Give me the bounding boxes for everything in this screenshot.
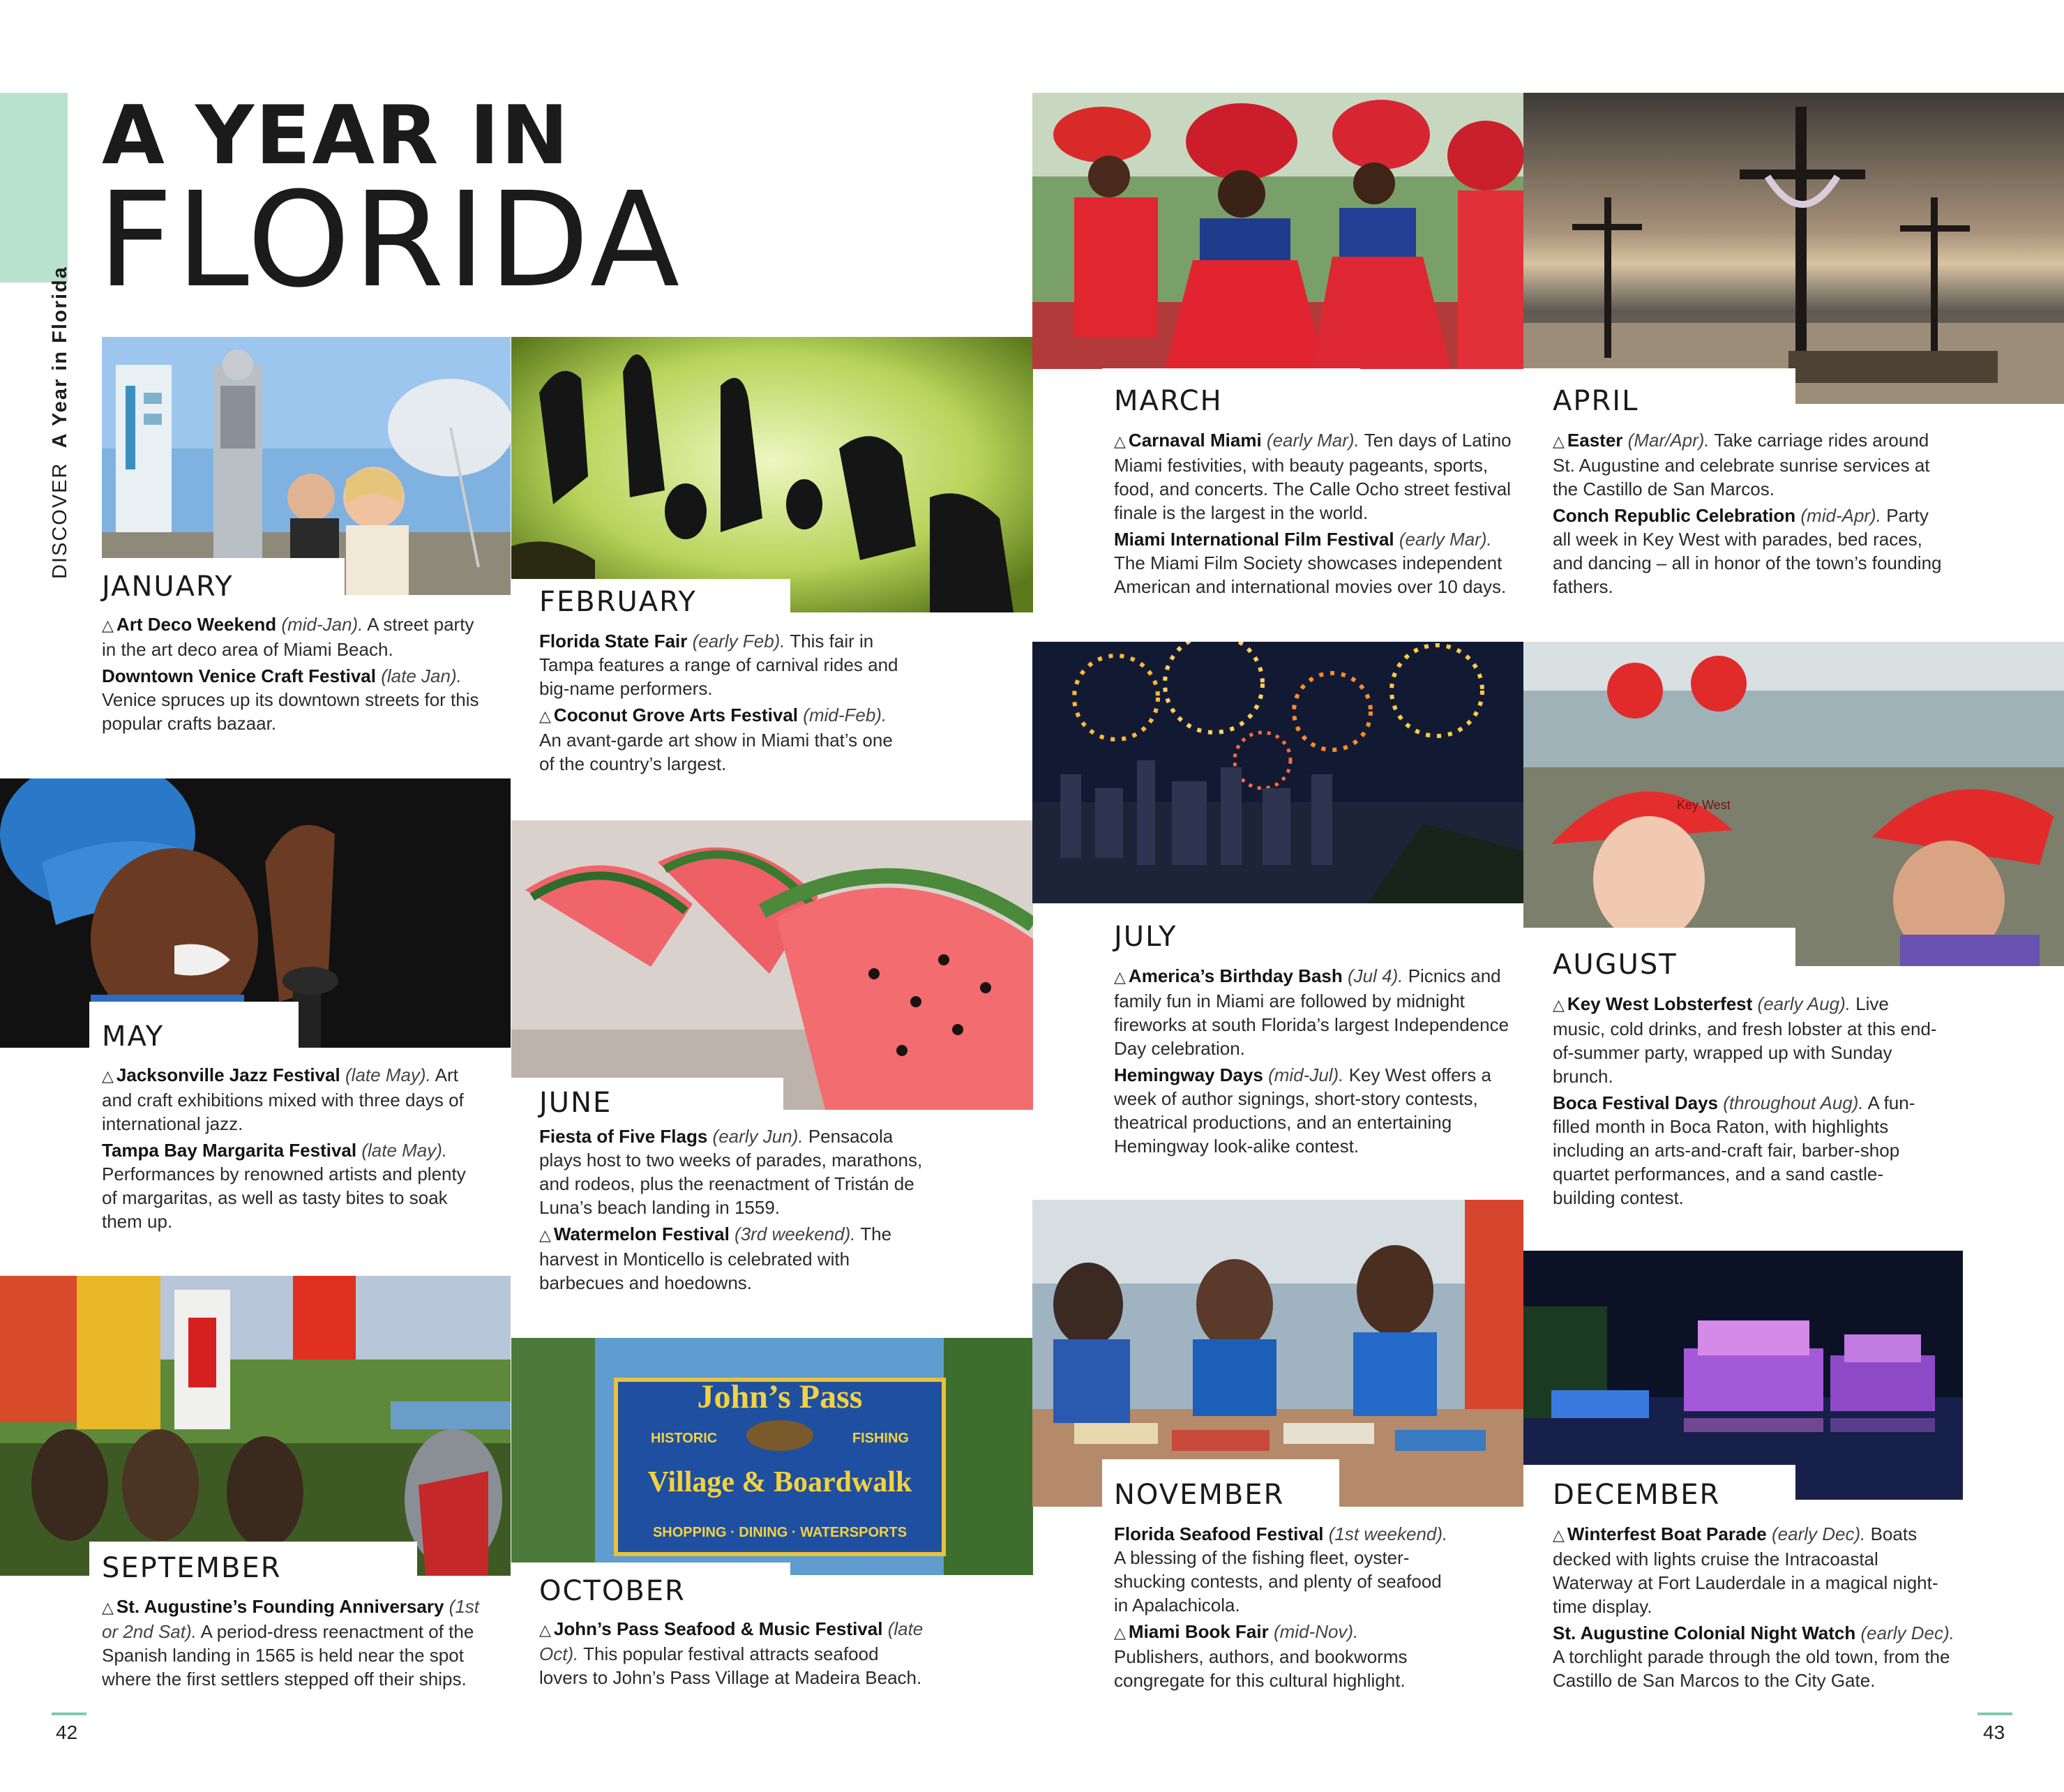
sign-johns-pass: John’s Pass	[697, 1378, 863, 1415]
triangle-outline-icon: △	[1553, 1526, 1565, 1544]
event-when: (3rd weekend).	[735, 1223, 856, 1244]
event-title: Florida Seafood Festival	[1114, 1523, 1324, 1544]
title-line-2: FLORIDA	[98, 164, 683, 317]
side-running-head	[49, 266, 72, 579]
page-number-right: 43	[1983, 1722, 2005, 1743]
event-title: Hemingway Days	[1114, 1064, 1263, 1085]
triangle-outline-icon: △	[1553, 996, 1565, 1014]
event-winterfest-boat-parade	[1553, 1522, 1957, 1618]
triangle-outline-icon: △	[102, 1067, 114, 1085]
month-march: MARCH	[1114, 385, 1223, 417]
month-january: JANUARY	[102, 571, 234, 603]
event-title: St. Augustine’s Founding Anniversary	[116, 1596, 444, 1617]
april-photo	[1523, 93, 2064, 404]
month-june: JUNE	[539, 1087, 612, 1119]
event-jacksonville-jazz	[102, 1063, 479, 1136]
event-desc: A street party in the art deco area of Miami Beach.	[102, 614, 474, 660]
event-when: (mid-Feb).	[803, 705, 887, 725]
page-right-rule	[1978, 1712, 2012, 1715]
event-key-west-lobsterfest	[1553, 992, 1943, 1088]
august-photo	[1523, 642, 2064, 966]
september-photo	[0, 1276, 511, 1576]
month-december: DECEMBER	[1553, 1479, 1721, 1511]
event-when: (early Mar).	[1266, 430, 1359, 451]
october-photo	[511, 1338, 1033, 1575]
event-conch-republic	[1553, 504, 1943, 598]
event-margarita-festival	[102, 1138, 479, 1233]
event-title: Coconut Grove Arts Festival	[553, 705, 799, 725]
event-watermelon-festival	[539, 1222, 930, 1295]
event-desc: Take carriage rides around St. Augustine and celebrate sunrise services at the Castillo de San Marcos.	[1553, 430, 1930, 499]
event-st-augustine-founding	[102, 1595, 499, 1691]
event-desc: This popular festival attracts seafood lovers to John’s Pass Village at Madeira Beach.	[539, 1643, 922, 1688]
event-when: (mid-Nov).	[1273, 1621, 1359, 1642]
event-desc: A blessing of the fishing fleet, oyster-shucking contests, and plenty of seafood in Apalachicola.	[1114, 1547, 1442, 1616]
october-events	[539, 1617, 930, 1692]
event-florida-state-fair	[539, 629, 909, 700]
june-events	[539, 1124, 930, 1297]
february-events	[539, 629, 909, 778]
event-desc: The harvest in Monticello is celebrated with barbecues and hoedowns.	[539, 1223, 892, 1293]
sign-historic: HISTORIC	[651, 1431, 718, 1446]
event-desc: Live music, cold drinks, and fresh lobster at this end-of-summer party, wrapped up with Sunday brunch.	[1553, 993, 1937, 1087]
event-when: (early Mar).	[1399, 529, 1492, 550]
event-fiesta-five-flags	[539, 1124, 930, 1219]
triangle-outline-icon: △	[539, 1226, 551, 1244]
event-when: (Jul 4).	[1347, 965, 1403, 986]
event-venice-craft-festival	[102, 664, 492, 735]
event-title: Jacksonville Jazz Festival	[116, 1064, 340, 1085]
january-photo	[102, 337, 511, 595]
month-september: SEPTEMBER	[102, 1552, 282, 1584]
event-when: (1st weekend).	[1328, 1523, 1448, 1544]
event-desc: A fun-filled month in Boca Raton, with highlights including an arts-and-craft fair, barber-shop quartet performances, and a sand castle-building contest.	[1553, 1092, 1915, 1208]
page-left-rule	[52, 1712, 86, 1715]
event-desc: Picnics and family fun in Miami are followed by midnight fireworks at south Florida’s largest Independence Day celebration.	[1114, 965, 1509, 1059]
event-americas-birthday-bash	[1114, 964, 1512, 1060]
event-hemingway-days	[1114, 1063, 1512, 1158]
side-title: A Year in Florida	[49, 266, 71, 449]
event-desc: Publishers, authors, and bookworms congregate for this cultural highlight.	[1114, 1646, 1408, 1691]
event-desc: Ten days of Latino Miami festivities, with beauty pageants, sports, food, and concerts. The Calle Ocho street festival finale is the largest in the world.	[1114, 430, 1512, 523]
event-title: Carnaval Miami	[1128, 430, 1262, 451]
event-title: Florida State Fair	[539, 631, 688, 652]
july-photo	[1032, 642, 1523, 903]
event-when: (mid-Jan).	[281, 614, 363, 635]
event-when: (Mar/Apr).	[1627, 430, 1710, 451]
event-when: (throughout Aug).	[1723, 1092, 1864, 1113]
month-may: MAY	[102, 1021, 165, 1053]
event-title: Downtown Venice Craft Festival	[102, 665, 376, 686]
event-when: (early Dec).	[1860, 1622, 1954, 1643]
event-when: (mid-Apr).	[1800, 505, 1881, 526]
event-florida-seafood-festival	[1114, 1522, 1449, 1617]
november-events	[1114, 1522, 1449, 1695]
event-miami-book-fair	[1114, 1620, 1449, 1692]
triangle-outline-icon: △	[102, 1599, 114, 1616]
event-title: America’s Birthday Bash	[1128, 965, 1343, 986]
event-title: Easter	[1567, 430, 1623, 451]
event-title: Winterfest Boat Parade	[1567, 1523, 1767, 1544]
september-events	[102, 1595, 499, 1694]
event-desc: Boats decked with lights cruise the Intracoastal Waterway at Fort Lauderdale in a magical night-time display.	[1553, 1523, 1938, 1617]
page-number-left: 42	[56, 1722, 78, 1743]
event-desc: A torchlight parade through the old town, from the Castillo de San Marcos to the City Gate.	[1553, 1646, 1950, 1691]
event-art-deco-weekend	[102, 612, 492, 661]
event-title: Miami International Film Festival	[1114, 529, 1394, 550]
event-easter	[1553, 428, 1943, 501]
event-when: (late May).	[345, 1064, 431, 1085]
may-events	[102, 1063, 479, 1236]
event-title: Art Deco Weekend	[116, 614, 277, 635]
event-when: (late Oct).	[539, 1618, 924, 1664]
triangle-outline-icon: △	[539, 1621, 551, 1639]
month-february: FEBRUARY	[539, 586, 697, 618]
event-title: Miami Book Fair	[1128, 1621, 1269, 1642]
event-when: (late Jan).	[381, 665, 462, 686]
month-april: APRIL	[1553, 385, 1639, 417]
event-colonial-night-watch	[1553, 1621, 1957, 1692]
triangle-outline-icon: △	[539, 707, 551, 725]
event-when: (early Aug).	[1757, 993, 1851, 1014]
event-desc: A period-dress reenactment of the Spanish landing in 1565 is held near the spot where the first settlers stepped off their ships.	[102, 1621, 474, 1689]
december-events	[1553, 1522, 1957, 1695]
event-when: (late May).	[361, 1140, 448, 1161]
event-when: (1st or 2nd Sat).	[102, 1596, 479, 1642]
event-title: Boca Festival Days	[1553, 1092, 1719, 1113]
triangle-outline-icon: △	[1553, 432, 1565, 450]
event-title: John’s Pass Seafood & Music Festival	[553, 1618, 883, 1639]
event-desc: Key West offers a week of author signings, short-story contests, theatrical productions, and an entertaining Hemingway look-alike contest.	[1114, 1064, 1491, 1157]
triangle-outline-icon: △	[1114, 432, 1126, 450]
july-events	[1114, 964, 1512, 1161]
sign-fishing: FISHING	[852, 1431, 909, 1446]
month-october: OCTOBER	[539, 1575, 686, 1607]
december-photo	[1523, 1251, 1963, 1500]
event-desc: Pensacola plays host to two weeks of parades, marathons, and rodeos, plus the reenactment of Tristán de Luna’s beach landing in 1559.	[539, 1126, 923, 1218]
triangle-outline-icon: △	[1114, 968, 1126, 986]
event-desc: Art and craft exhibitions mixed with three days of international jazz.	[102, 1064, 464, 1134]
month-august: AUGUST	[1553, 949, 1678, 981]
february-photo	[511, 337, 1033, 612]
april-events	[1553, 428, 1943, 601]
event-when: (early Dec).	[1772, 1523, 1866, 1544]
january-events	[102, 612, 492, 738]
march-photo	[1032, 93, 1523, 369]
event-boca-festival-days	[1553, 1091, 1943, 1210]
event-when: (early Feb).	[692, 631, 785, 652]
event-johns-pass-seafood	[539, 1617, 930, 1689]
event-desc: Venice spruces up its downtown streets for this popular crafts bazaar.	[102, 689, 479, 734]
event-desc: Party all week in Key West with parades, bed races, and dancing – all in honor of the town’s founding fathers.	[1553, 505, 1942, 597]
june-photo	[511, 820, 1033, 1110]
event-title: Watermelon Festival	[553, 1223, 730, 1244]
event-coconut-grove-arts	[539, 703, 909, 776]
triangle-outline-icon: △	[102, 617, 114, 634]
event-title: St. Augustine Colonial Night Watch	[1553, 1622, 1856, 1643]
event-title: Tampa Bay Margarita Festival	[102, 1140, 357, 1161]
sign-shopping-dining: SHOPPING · DINING · WATERSPORTS	[652, 1525, 907, 1540]
event-desc: Performances by renowned artists and plenty of margaritas, as well as tasty bites to soak them up.	[102, 1164, 466, 1232]
title-line-1: A YEAR IN	[102, 89, 571, 183]
side-section: DISCOVER	[49, 462, 71, 579]
event-desc: This fair in Tampa features a range of carnival rides and big-name performers.	[539, 631, 898, 699]
month-november: NOVEMBER	[1114, 1479, 1285, 1511]
event-when: (early Jun).	[712, 1126, 804, 1147]
march-events	[1114, 428, 1512, 601]
event-when: (mid-Jul).	[1268, 1064, 1344, 1085]
event-desc: An avant-garde art show in Miami that’s one of the country’s largest.	[539, 730, 893, 774]
august-events	[1553, 992, 1943, 1212]
event-title: Conch Republic Celebration	[1553, 505, 1796, 526]
event-carnaval-miami	[1114, 428, 1512, 525]
event-title: Key West Lobsterfest	[1567, 993, 1753, 1014]
triangle-outline-icon: △	[1114, 1624, 1126, 1641]
event-desc: The Miami Film Society showcases independent American and international movies over 10 days.	[1114, 552, 1507, 597]
accent-bar	[0, 93, 68, 283]
month-july: JULY	[1114, 921, 1177, 953]
sign-village-boardwalk: Village & Boardwalk	[647, 1466, 912, 1498]
event-title: Fiesta of Five Flags	[539, 1126, 708, 1147]
lobster-hat-label: Key West	[1677, 798, 1731, 812]
event-miami-film-festival	[1114, 527, 1512, 598]
